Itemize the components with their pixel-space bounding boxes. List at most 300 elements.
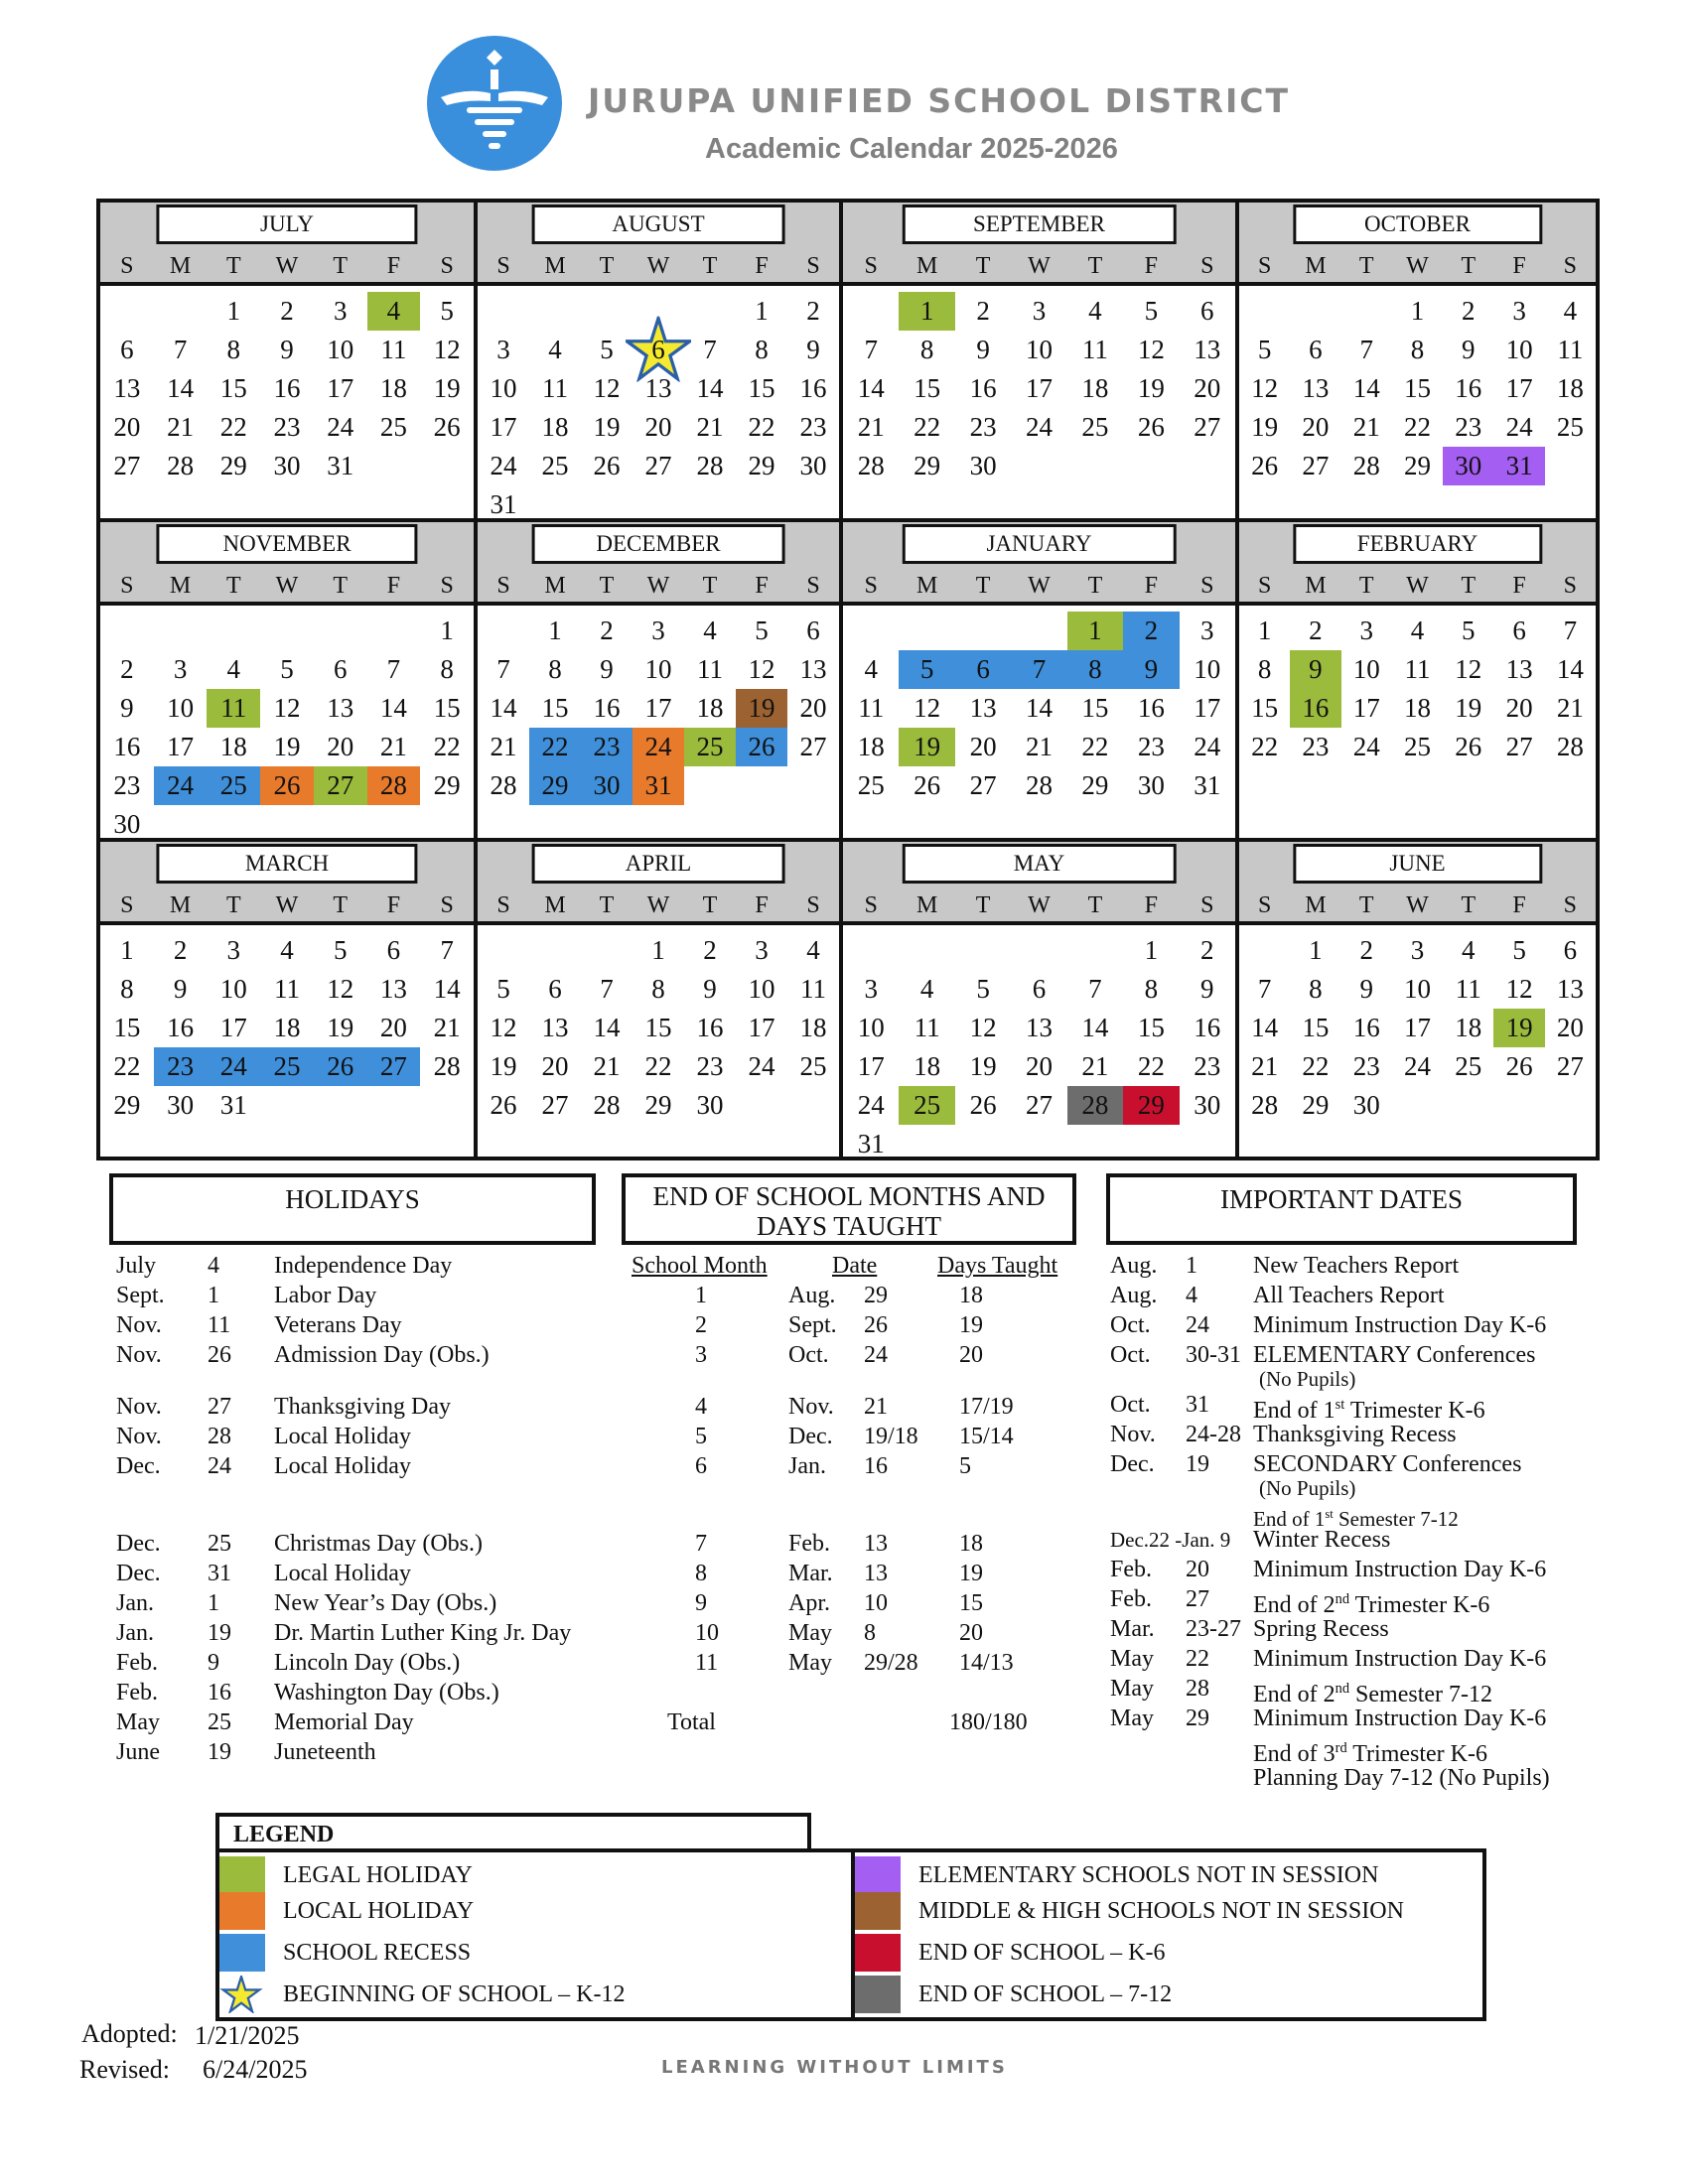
day-cell: 28 [1556,732,1584,761]
day-cell: 9 [120,693,134,723]
day-cell: 9 [1200,974,1214,1004]
weekday-label: M [544,573,566,599]
day-cell: 31 [219,1090,247,1120]
day-cell: 10 [1025,335,1053,364]
day-cell: 24 [1505,412,1533,442]
day-cell: 16 [1137,693,1165,723]
empty-day [100,292,154,331]
weekday-row [478,889,839,921]
day-cell: 17 [219,1013,247,1042]
important-month: May [1110,1676,1154,1702]
holiday-name: Admission Day (Obs.) [274,1342,490,1368]
weekday-label: S [120,573,134,599]
day-cell: 13 [969,693,997,723]
month-name: MARCH [156,844,417,884]
holiday-day: 25 [208,1531,231,1557]
day-cell: 5 [1257,335,1272,364]
day-cell: 19 [1251,412,1279,442]
end-date: 13 [864,1561,888,1586]
col-days-taught: Days Taught [937,1253,1058,1279]
end-month: Sept. [788,1312,837,1338]
day-cell: 23 [113,770,141,800]
empty-day [1239,292,1290,331]
important-sub3: Planning Day 7-12 (No Pupils) [1253,1765,1550,1791]
day-cell: 20 [1505,693,1533,723]
weekday-label: M [1305,892,1327,918]
day-cell: 2 [1359,935,1373,965]
day-cell: 10 [1505,335,1533,364]
day-cell: 19 [327,1013,354,1042]
day-cell: 19 [1455,693,1482,723]
day-cell: 6 [1512,615,1526,645]
day-cell: 13 [1302,373,1330,403]
important-row [1110,1310,1587,1340]
weekday-label: S [1257,573,1272,599]
important-text: Winter Recess [1253,1527,1391,1553]
important-month: Feb. [1110,1586,1152,1612]
days-taught: 14/13 [959,1650,1014,1676]
empty-day [843,612,899,650]
day-cell: 27 [799,732,827,761]
weekday-label: S [1200,892,1214,918]
day-cell: 25 [857,770,885,800]
empty-day [478,292,529,331]
holiday-row [116,1422,603,1451]
day-cell: 30 [969,451,997,480]
day-cell: 6 [955,650,1011,689]
day-cell: 29 [433,770,461,800]
holiday-name: Labor Day [274,1283,377,1308]
weekday-label: W [275,573,299,599]
important-row [1110,1420,1587,1449]
day-cell: 27 [113,451,141,480]
day-cell: 17 [1403,1013,1431,1042]
day-cell: 11 [1557,335,1584,364]
day-cell: 30 [581,766,633,805]
day-cell: 8 [226,335,241,364]
day-cell: 5 [899,650,954,689]
day-cell: 24 [1403,1051,1431,1081]
day-cell: 2 [600,615,614,645]
important-sub2: End of 1st Semester 7-12 [1253,1507,1459,1531]
day-cell: 13 [1505,654,1533,684]
day-cell: 9 [703,974,717,1004]
important-month: Oct. [1110,1312,1151,1338]
holiday-month: June [116,1739,160,1765]
end-months-title-line2: DAYS TAUGHT [756,1211,942,1241]
total-label: Total [667,1709,716,1735]
weekday-label: S [496,253,510,279]
month-july [100,203,478,522]
day-cell: 28 [367,766,421,805]
weekday-row [1239,250,1596,282]
day-cell: 25 [684,728,736,766]
holiday-month: Jan. [116,1620,154,1646]
legend-swatch [219,1934,265,1972]
empty-day [684,292,736,331]
empty-day [843,292,899,331]
holiday-row [116,1618,603,1648]
day-cell: 11 [800,974,826,1004]
important-day: 31 [1186,1392,1209,1418]
day-cell: 19 [736,689,787,728]
star-icon [219,1976,263,2013]
month-header [1239,522,1596,606]
day-cell: 2 [976,296,990,326]
day-cell: 8 [651,974,665,1004]
weekday-label: F [755,892,769,918]
important-subline [1110,1733,1587,1767]
day-cell: 16 [969,373,997,403]
important-month: Nov. [1110,1422,1156,1447]
day-cell: 9 [280,335,294,364]
important-sub: (No Pupils) [1259,1476,1356,1500]
days-grid [1239,931,1596,1125]
day-cell: 8 [1067,650,1123,689]
days-grid [100,931,474,1125]
day-cell: 24 [748,1051,775,1081]
day-cell: 11 [380,335,407,364]
day-cell: 30 [799,451,827,480]
day-cell: 1 [651,935,665,965]
day-cell: 25 [541,451,569,480]
day-cell: 18 [1556,373,1584,403]
day-cell: 28 [1067,1086,1123,1125]
holiday-month: Nov. [116,1312,162,1338]
end-date: 24 [864,1342,888,1368]
day-cell: 3 [333,296,348,326]
holiday-month: Jan. [116,1590,154,1616]
day-cell: 7 [600,974,614,1004]
day-cell: 26 [490,1090,517,1120]
day-cell: 8 [440,654,454,684]
holiday-day: 31 [208,1561,231,1586]
holiday-day: 25 [208,1709,231,1735]
holiday-name: Local Holiday [274,1561,411,1586]
important-month: Dec.22 -Jan. 9 [1110,1528,1231,1552]
day-cell: 31 [327,451,354,480]
legend-swatch [219,1976,265,2013]
holiday-row [116,1392,603,1422]
day-cell: 1 [440,615,454,645]
weekday-label: W [1406,573,1429,599]
day-cell: 25 [1455,1051,1482,1081]
day-cell: 31 [1194,770,1221,800]
day-cell: 22 [1137,1051,1165,1081]
day-cell: 2 [703,935,717,965]
month-header [100,203,474,286]
important-row [1110,1584,1587,1618]
legend-label: END OF SCHOOL – K-6 [918,1940,1166,1966]
day-cell: 16 [1455,373,1482,403]
day-cell: 26 [736,728,787,766]
holiday-name: New Year’s Day (Obs.) [274,1590,497,1616]
weekday-row [843,889,1235,921]
weekday-label: S [1200,573,1214,599]
school-month-number: 3 [695,1342,707,1368]
day-cell: 10 [644,654,672,684]
day-cell: 31 [857,1129,885,1157]
weekday-label: S [1200,253,1214,279]
days-grid [1239,292,1596,485]
empty-day [843,931,899,970]
end-month: May [788,1620,832,1646]
weekday-label: M [915,892,938,918]
important-month: Aug. [1110,1283,1158,1308]
day-cell: 12 [593,373,621,403]
weekday-row [843,570,1235,602]
day-cell: 6 [333,654,348,684]
end-month: Oct. [788,1342,829,1368]
day-cell: 11 [858,693,885,723]
day-cell: 26 [1137,412,1165,442]
day-cell: 27 [541,1090,569,1120]
day-cell: 7 [440,935,454,965]
day-cell: 24 [207,1047,260,1086]
day-cell: 3 [1200,615,1214,645]
important-subline [1110,1763,1587,1793]
end-month-row [622,1588,1088,1618]
day-cell: 21 [696,412,724,442]
day-cell: 25 [1556,412,1584,442]
day-cell: 21 [490,732,517,761]
district-name: JURUPA UNIFIED SCHOOL DISTRICT [588,81,1290,120]
day-cell: 12 [1505,974,1533,1004]
weekday-label: F [1144,573,1159,599]
month-name: APRIL [532,844,785,884]
weekday-label: T [599,892,615,918]
day-cell: 19 [899,728,954,766]
day-cell: 25 [1081,412,1109,442]
month-april [478,842,843,1157]
empty-day [314,612,367,650]
weekday-label: W [275,253,299,279]
day-cell: 23 [1137,732,1165,761]
day-cell: 22 [1302,1051,1330,1081]
important-month: Mar. [1110,1616,1155,1642]
weekday-label: S [1563,253,1578,279]
day-cell: 4 [1462,935,1476,965]
day-cell: 7 [1011,650,1066,689]
day-cell: 16 [167,1013,195,1042]
holiday-row [116,1451,603,1481]
weekday-label: T [702,573,718,599]
day-cell: 2 [1123,612,1179,650]
day-cell: 30 [696,1090,724,1120]
end-month: Aug. [788,1283,836,1308]
day-cell: 13 [327,693,354,723]
weekday-row [1239,570,1596,602]
weekday-label: T [333,573,349,599]
holiday-row [116,1310,603,1340]
month-header [1239,842,1596,925]
day-cell: 16 [273,373,301,403]
col-school-month: School Month [632,1253,768,1279]
day-cell: 3 [755,935,769,965]
day-cell: 18 [799,1013,827,1042]
day-cell: 20 [644,412,672,442]
holiday-row [116,1707,603,1737]
month-name: JUNE [1293,844,1542,884]
weekday-label: S [440,573,454,599]
day-cell: 15 [1403,373,1431,403]
important-row [1110,1704,1587,1733]
day-cell: 23 [581,728,633,766]
weekday-label: W [646,892,670,918]
end-date: 8 [864,1620,876,1646]
weekday-label: S [496,573,510,599]
legend-label: ELEMENTARY SCHOOLS NOT IN SESSION [918,1862,1379,1888]
important-row [1110,1525,1587,1555]
empty-day [154,292,208,331]
day-cell: 17 [1025,373,1053,403]
days-taught: 19 [959,1561,983,1586]
days-grid [478,292,839,522]
day-cell: 29 [1123,1086,1179,1125]
holiday-day: 16 [208,1680,231,1706]
day-cell: 14 [1081,1013,1109,1042]
end-month: Dec. [788,1424,833,1449]
holiday-name: Juneteenth [274,1739,376,1765]
day-cell: 8 [919,335,934,364]
month-name: AUGUST [532,205,785,244]
day-cell: 20 [1556,1013,1584,1042]
day-cell: 27 [644,451,672,480]
day-cell: 6 [1309,335,1323,364]
day-cell: 20 [113,412,141,442]
day-cell: 22 [1251,732,1279,761]
important-day: 1 [1186,1253,1197,1279]
weekday-label: W [646,573,670,599]
month-name: OCTOBER [1293,205,1542,244]
day-cell: 28 [1251,1090,1279,1120]
day-cell: 5 [440,296,454,326]
day-cell: 11 [914,1013,940,1042]
important-text: Minimum Instruction Day K-6 [1253,1706,1547,1731]
weekday-label: F [386,892,401,918]
important-row [1110,1644,1587,1674]
day-cell: 22 [748,412,775,442]
empty-day [1011,612,1066,650]
holiday-day: 4 [208,1253,219,1279]
days-grid [478,612,839,805]
day-cell: 3 [496,335,510,364]
day-cell: 5 [1462,615,1476,645]
end-months-header-row [622,1251,1088,1281]
day-cell: 29 [113,1090,141,1120]
empty-day [529,292,581,331]
day-cell: 8 [1309,974,1323,1004]
end-month-row [622,1340,1088,1370]
empty-day [1341,292,1392,331]
day-cell: 14 [1352,373,1380,403]
legend-label: LEGAL HOLIDAY [283,1862,473,1888]
day-cell: 28 [433,1051,461,1081]
day-cell: 17 [1194,693,1221,723]
day-cell: 6 [1563,935,1578,965]
month-february [1239,522,1596,842]
end-month-row [622,1648,1088,1678]
weekday-label: F [1512,892,1526,918]
day-cell: 28 [1352,451,1380,480]
empty-day [955,931,1011,970]
legend-swatch [855,1892,901,1930]
day-cell: 1 [226,296,241,326]
month-header [100,842,474,925]
holiday-name: Local Holiday [274,1424,411,1449]
weekday-label: T [1358,253,1374,279]
important-day: 24 [1186,1312,1209,1338]
day-cell: 9 [976,335,990,364]
day-cell: 12 [490,1013,517,1042]
days-taught: 15 [959,1590,983,1616]
month-june [1239,842,1596,1157]
end-date: 29 [864,1283,888,1308]
holiday-name: Memorial Day [274,1709,414,1735]
day-cell: 10 [1194,654,1221,684]
day-cell: 10 [1403,974,1431,1004]
day-cell: 20 [541,1051,569,1081]
day-cell: 12 [273,693,301,723]
weekday-label: S [496,892,510,918]
day-cell: 20 [1194,373,1221,403]
weekday-label: W [1028,573,1051,599]
legend [215,1848,1486,2021]
holiday-name: Independence Day [274,1253,453,1279]
day-cell: 13 [541,1013,569,1042]
day-cell: 16 [799,373,827,403]
day-cell: 14 [1251,1013,1279,1042]
end-date: 19/18 [864,1424,918,1449]
end-month-row [622,1618,1088,1648]
holiday-name: Washington Day (Obs.) [274,1680,499,1706]
month-name: JANUARY [902,524,1177,564]
day-cell: 1 [755,296,769,326]
day-cell: 21 [1081,1051,1109,1081]
day-cell: 18 [696,693,724,723]
days-taught: 18 [959,1531,983,1557]
day-cell: 1 [1410,296,1425,326]
day-cell: 10 [327,335,354,364]
important-text: Minimum Instruction Day K-6 [1253,1312,1547,1338]
day-cell: 7 [496,654,510,684]
day-cell: 24 [857,1090,885,1120]
day-cell: 3 [864,974,878,1004]
day-cell: 30 [167,1090,195,1120]
day-cell: 18 [379,373,407,403]
day-cell: 22 [433,732,461,761]
empty-day [581,931,633,970]
day-cell: 28 [857,451,885,480]
day-cell: 11 [1455,974,1481,1004]
day-cell: 21 [167,412,195,442]
legend-label: LOCAL HOLIDAY [283,1898,475,1924]
day-cell: 22 [219,412,247,442]
day-cell: 15 [113,1013,141,1042]
holiday-row [116,1588,603,1618]
col-date: Date [832,1253,878,1279]
weekday-row [478,250,839,282]
day-cell: 22 [1081,732,1109,761]
day-cell: 15 [433,693,461,723]
day-cell: 6 [1200,296,1214,326]
holiday-month: July [116,1253,157,1279]
day-cell: 29 [1302,1090,1330,1120]
holiday-day: 27 [208,1394,231,1420]
weekday-label: M [915,253,938,279]
holiday-row [116,1529,603,1559]
weekday-label: T [333,892,349,918]
